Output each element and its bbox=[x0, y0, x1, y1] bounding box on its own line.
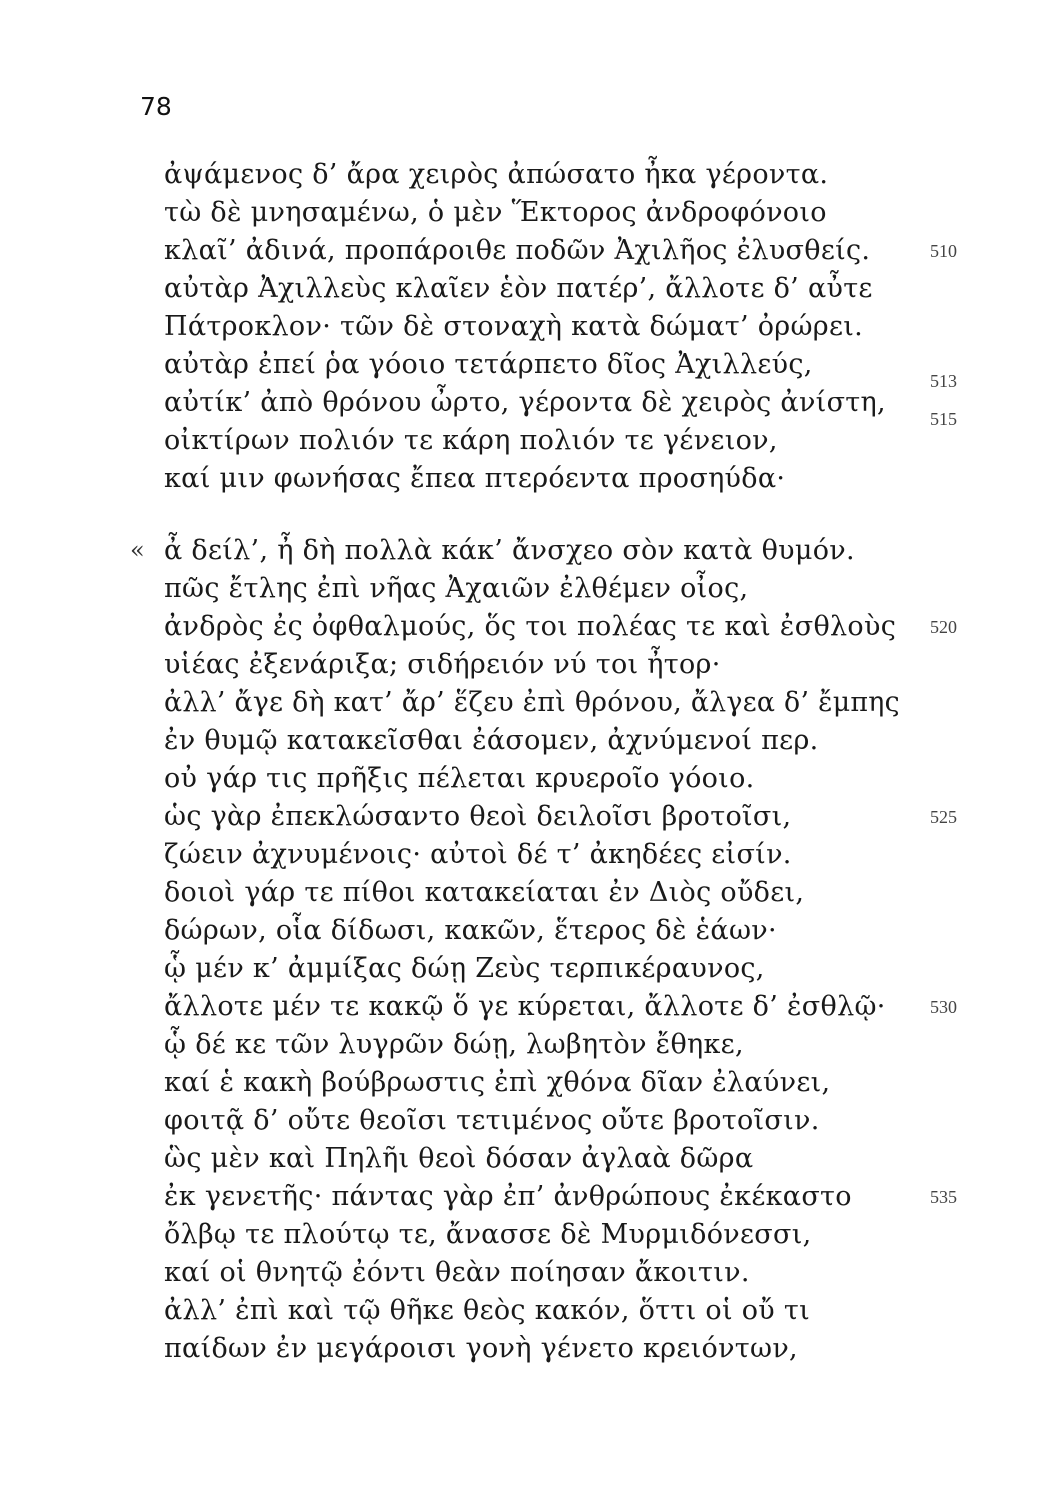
verse-line: ζώειν ἀχνυμένοις· αὐτοὶ δέ τ’ ἀκηδέες εἰσίν. bbox=[164, 839, 792, 870]
verse-line: αὐτίκ’ ἀπὸ θρόνου ὦρτο, γέροντα δὲ χειρὸς ἀνίστη, bbox=[164, 387, 886, 418]
verse-line: ἀλλ’ ἐπὶ καὶ τῷ θῆκε θεὸς κακόν, ὅττι οἱ οὔ τι bbox=[164, 1295, 811, 1326]
verse-line: κλαῖ’ ἀδινά, προπάροιθε ποδῶν Ἀχιλῆος ἐλυσθείς. bbox=[164, 235, 871, 266]
line-number-513: 513 bbox=[930, 371, 957, 391]
opening-quote-mark: « bbox=[130, 536, 145, 564]
verse-line: καί ἑ κακὴ βούβρωστις ἐπὶ χθόνα δῖαν ἐλαύνει, bbox=[164, 1067, 831, 1098]
verse-line: οὐ γάρ τις πρῆξις πέλεται κρυεροῖο γόοιο. bbox=[164, 763, 755, 794]
verse-line: ᾧ μέν κ’ ἀμμίξας δώῃ Ζεὺς τερπικέραυνος, bbox=[164, 953, 765, 984]
line-number-520: 520 bbox=[930, 617, 957, 637]
line-number-530: 530 bbox=[930, 997, 957, 1017]
verse-line: ἄλλοτε μέν τε κακῷ ὅ γε κύρεται, ἄλλοτε δ’ ἐσθλῷ· bbox=[164, 991, 886, 1022]
line-number-515: 515 bbox=[930, 409, 957, 429]
verse-line: οἰκτίρων πολιόν τε κάρη πολιόν τε γένειον, bbox=[164, 425, 778, 456]
verse-line: ἐκ γενετῆς· πάντας γὰρ ἐπ’ ἀνθρώπους ἐκέκαστο bbox=[164, 1181, 852, 1212]
verse-line: ἀψάμενος δ’ ἄρα χειρὸς ἀπώσατο ἦκα γέροντα. bbox=[164, 159, 829, 190]
verse-line: δώρων, οἷα δίδωσι, κακῶν, ἕτερος δὲ ἑάων· bbox=[164, 915, 777, 946]
verse-line: αὐτὰρ ἐπεί ῥα γόοιο τετάρπετο δῖος Ἀχιλλεύς, bbox=[164, 349, 813, 380]
verse-line: τὼ δὲ μνησαμένω, ὁ μὲν Ἕκτορος ἀνδροφόνοιο bbox=[164, 197, 827, 228]
verse-line: ᾧ δέ κε τῶν λυγρῶν δώῃ, λωβητὸν ἔθηκε, bbox=[164, 1029, 744, 1060]
verse-line: ἆ δείλ’, ἦ δὴ πολλὰ κάκ’ ἄνσχεο σὸν κατὰ θυμόν. bbox=[164, 535, 855, 566]
verse-line: αὐτὰρ Ἀχιλλεὺς κλαῖεν ἑὸν πατέρ’, ἄλλοτε δ’ αὖτε bbox=[164, 273, 873, 304]
verse-line: ὄλβῳ τε πλούτῳ τε, ἄνασσε δὲ Μυρμιδόνεσσι, bbox=[164, 1219, 812, 1250]
verse-line: ὡς γὰρ ἐπεκλώσαντο θεοὶ δειλοῖσι βροτοῖσι, bbox=[164, 801, 792, 832]
verse-line: ἐν θυμῷ κατακεῖσθαι ἐάσομεν, ἀχνύμενοί περ. bbox=[164, 725, 819, 756]
verse-line: ἀνδρὸς ἐς ὀφθαλμούς, ὅς τοι πολέας τε καὶ ἐσθλοὺς bbox=[164, 611, 897, 642]
verse-line: φοιτᾷ δ’ οὔτε θεοῖσι τετιμένος οὔτε βροτοῖσιν. bbox=[164, 1105, 820, 1136]
verse-line: ὣς μὲν καὶ Πηλῆι θεοὶ δόσαν ἀγλαὰ δῶρα bbox=[164, 1143, 754, 1174]
verse-line: πῶς ἔτλης ἐπὶ νῆας Ἀχαιῶν ἐλθέμεν οἶος, bbox=[164, 573, 749, 604]
verse-line: καί οἱ θνητῷ ἐόντι θεὰν ποίησαν ἄκοιτιν. bbox=[164, 1257, 750, 1288]
verse-line: υἱέας ἐξενάριξα; σιδήρειόν νύ τοι ἦτορ· bbox=[164, 649, 721, 680]
verse-line: καί μιν φωνήσας ἔπεα πτερόεντα προσηύδα· bbox=[164, 463, 786, 494]
verse-line: ἀλλ’ ἄγε δὴ κατ’ ἄρ’ ἕζευ ἐπὶ θρόνου, ἄλγεα δ’ ἔμπης bbox=[164, 687, 900, 718]
line-number-535: 535 bbox=[930, 1187, 957, 1207]
verse-line: δοιοὶ γάρ τε πίθοι κατακείαται ἐν Διὸς οὔδει, bbox=[164, 877, 805, 908]
line-number-510: 510 bbox=[930, 241, 957, 261]
verse-line: παίδων ἐν μεγάροισι γονὴ γένετο κρειόντων, bbox=[164, 1333, 798, 1364]
page-number: 78 bbox=[140, 92, 172, 121]
verse-line: Πάτροκλον· τῶν δὲ στοναχὴ κατὰ δώματ’ ὀρώρει. bbox=[164, 311, 864, 342]
line-number-525: 525 bbox=[930, 807, 957, 827]
